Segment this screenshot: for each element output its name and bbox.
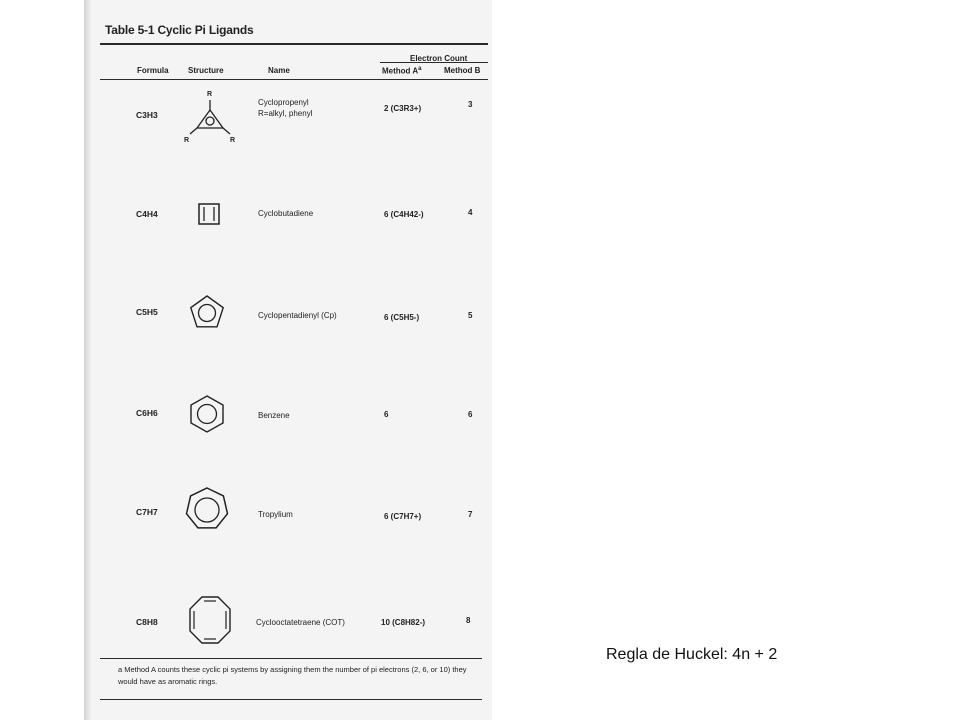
method-a-cell: 6 (C4H42-) [384,210,424,219]
ligand-note: R=alkyl, phenyl [258,109,313,118]
top-rule [100,43,488,45]
formula-cell: C7H7 [136,507,158,517]
method-a-cell: 10 (C8H82-) [381,618,426,627]
method-b-cell: 8 [466,616,471,625]
bottom-rule [100,658,482,659]
ring-label-r-right: R [230,137,236,144]
name-cell [258,97,312,119]
name-cell: Cyclooctatetraene (COT) [256,618,345,627]
method-b-cell: 4 [468,208,473,217]
huckel-rule-caption: Regla de Huckel: 4n + 2 [606,646,778,663]
header-method-b: Method B [444,66,481,75]
ring-label-r-top: R [207,91,213,98]
method-a-cell: 6 (C7H7+) [384,512,422,521]
name-cell: Benzene [258,411,290,420]
tropylium-icon [184,486,230,537]
header-name: Name [268,66,290,75]
ligand-name: Cyclopropenyl [258,98,309,107]
footnote: a Method A counts these cyclic pi systems by assigning them the number of pi electrons (2, 6, or 10) they would have as aromatic rings. [118,665,467,686]
name-cell: Cyclopentadienyl (Cp) [258,311,337,320]
method-a-cell: 6 [384,410,389,419]
formula-cell: C5H5 [136,307,158,317]
name-cell: Tropylium [258,510,293,519]
formula-cell: C3H3 [136,110,158,120]
method-b-cell: 6 [468,410,473,419]
header-structure: Structure [188,66,224,75]
footer-rule [100,699,482,700]
header-method-a: Method $A^a$ [382,66,422,76]
method-b-cell: 7 [468,510,473,519]
benzene-icon [188,394,226,439]
method-a-cell: 6 (C5H5-) [384,313,420,322]
header-formula: Formula [137,66,169,75]
cyclobutadiene-icon [197,202,221,231]
formula-cell: C4H4 [136,209,158,219]
table-title: Table 5-1 Cyclic Pi Ligands [105,23,254,37]
method-a-cell: 2 (C3R3+) [384,104,422,113]
method-b-cell: 5 [468,311,473,320]
cyclopropenyl-icon [180,86,240,149]
ring-label-r-left: R [184,137,190,144]
cyclooctatetraene-icon [187,594,233,651]
formula-cell: C8H8 [136,617,158,627]
header-rule [100,79,488,80]
formula-cell: C6H6 [136,408,158,418]
name-cell: Cyclobutadiene [258,209,314,218]
cyclopentadienyl-icon [188,294,226,337]
method-a-footnote-mark: a [418,66,422,72]
header-electron-count: Electron Count [410,54,468,63]
method-b-cell: 3 [468,100,473,109]
page-shadow [84,0,92,720]
